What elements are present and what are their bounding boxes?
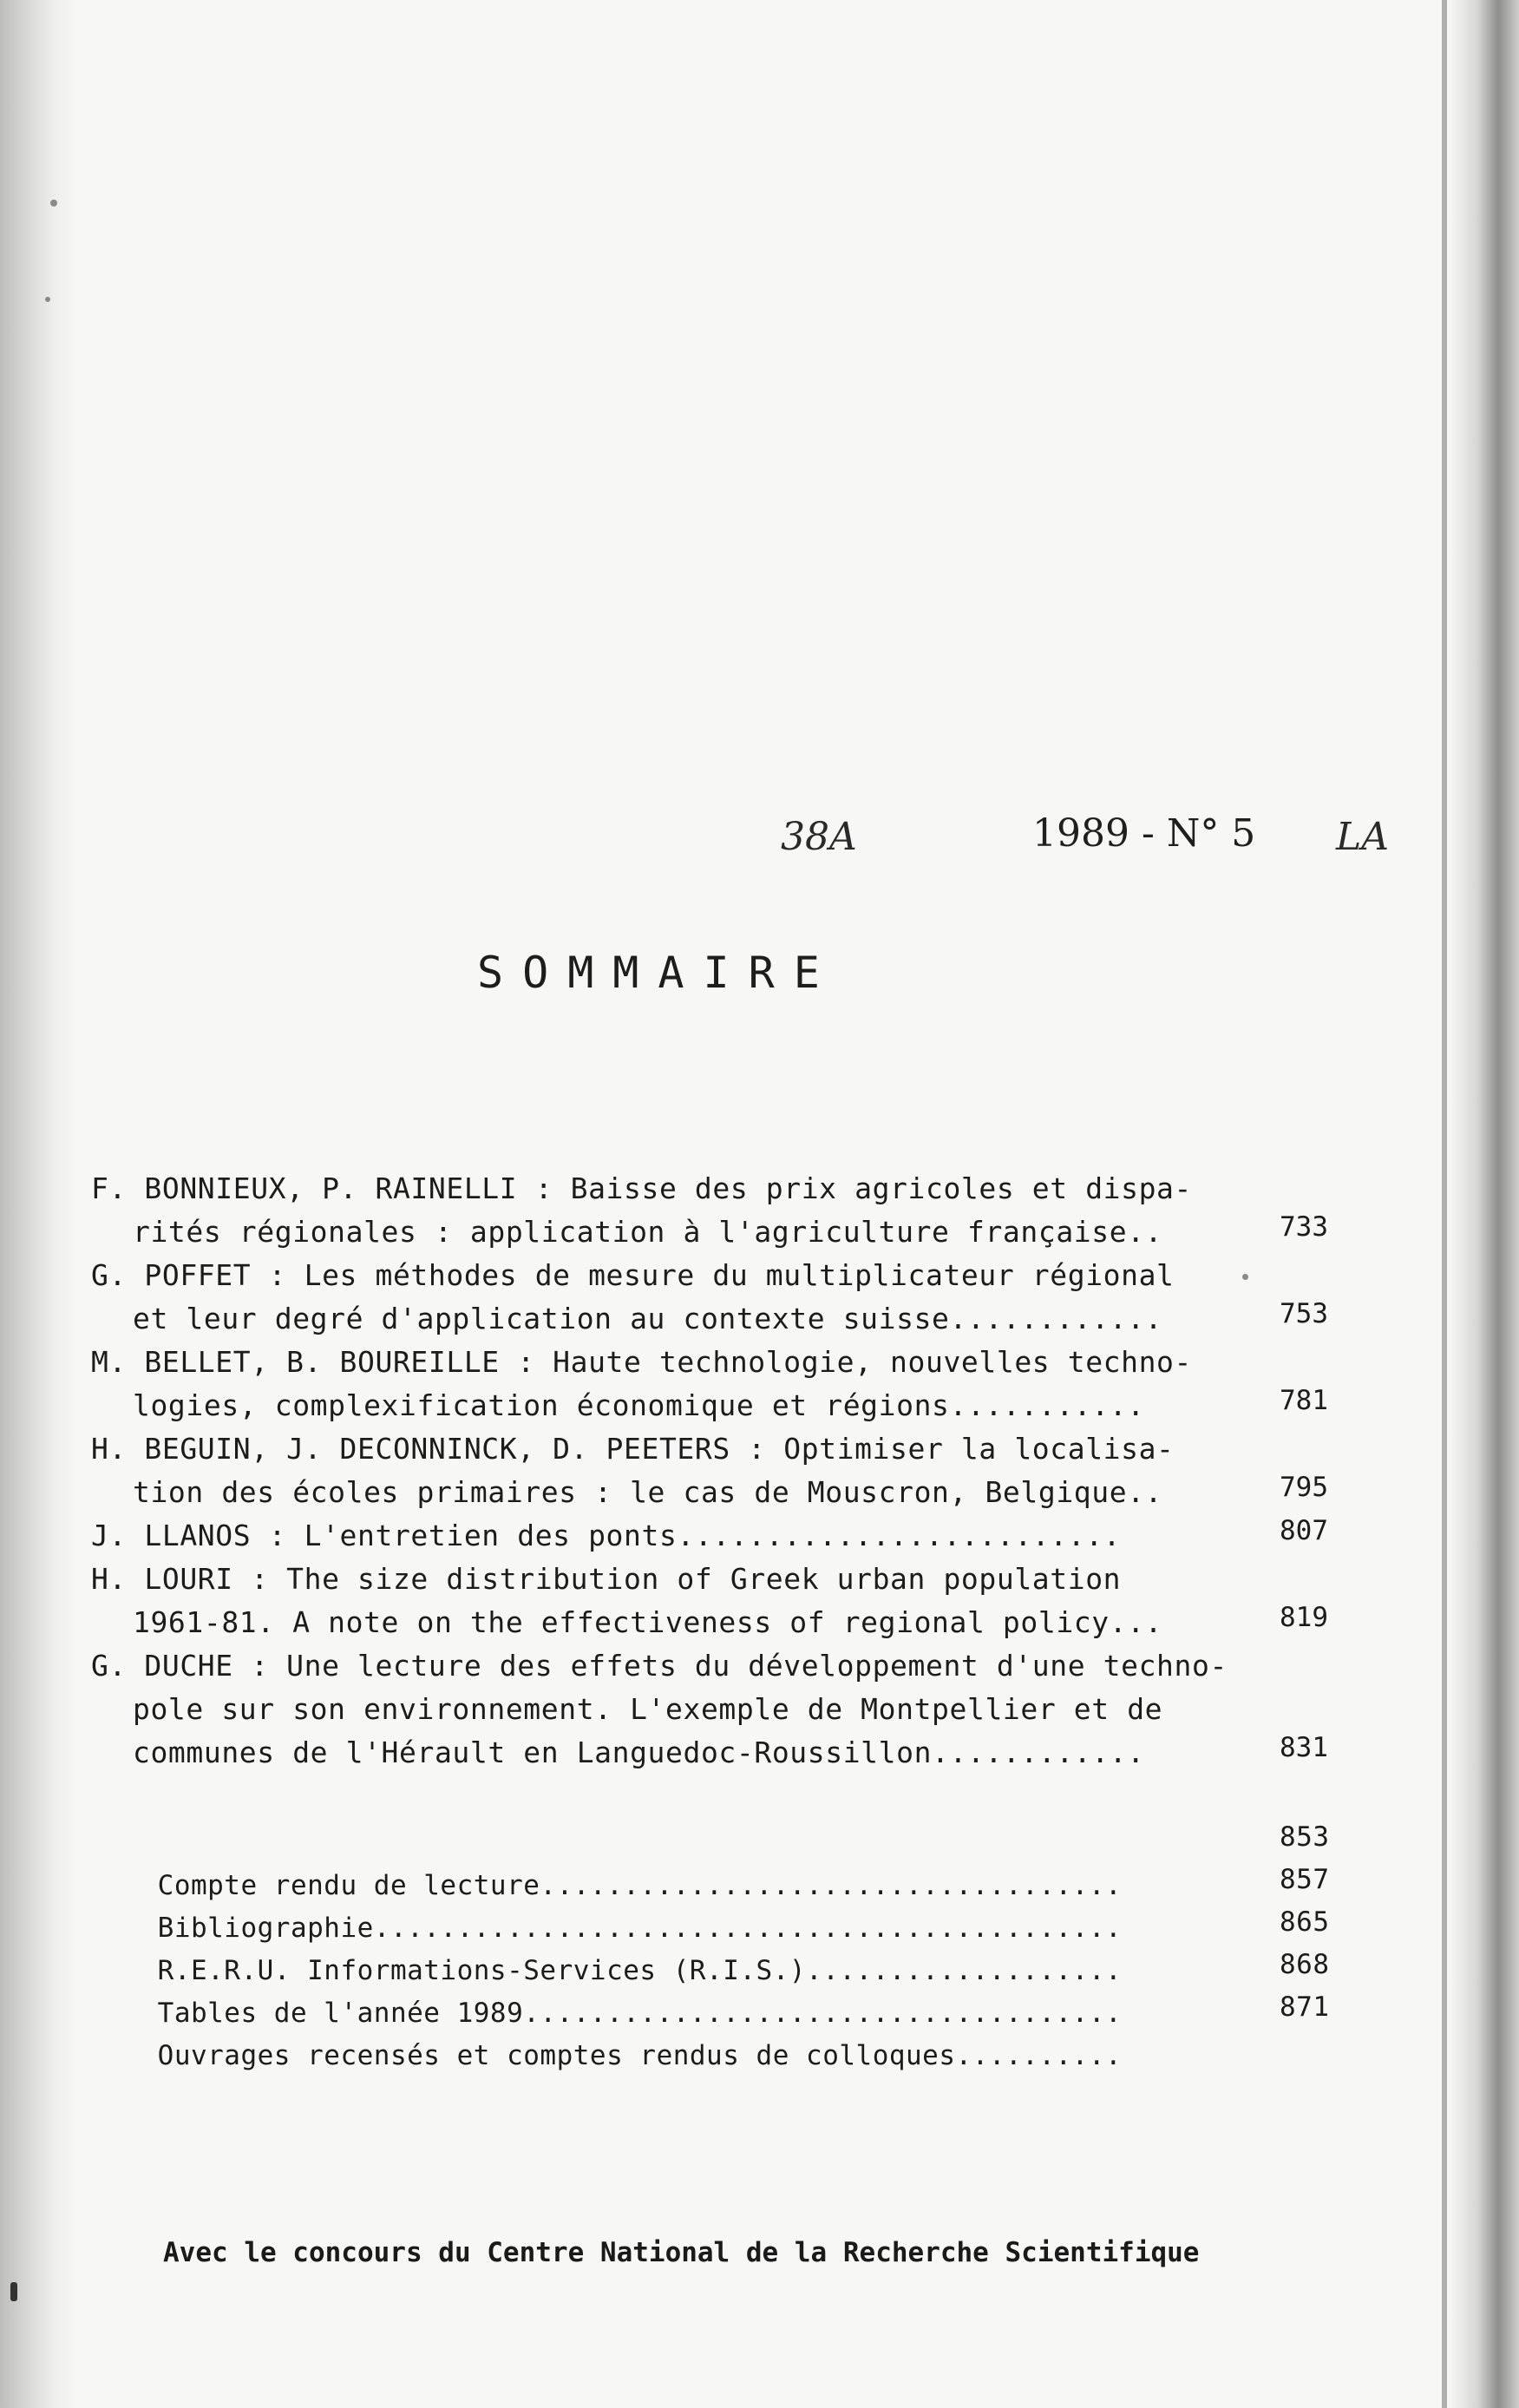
handwritten-annotation-right: LA <box>1336 815 1389 859</box>
toc-entry <box>91 1644 1340 1775</box>
toc-entry <box>91 1427 1340 1514</box>
handwritten-annotation-left: 38A <box>781 815 857 859</box>
toc-entry-line: J. LLANOS : L'entretien des ponts......................... <box>91 1519 1122 1552</box>
toc-entry-line: logies, complexification économique et régions........... <box>133 1388 1145 1422</box>
section-gap <box>91 1775 1340 1822</box>
toc-page-number: 807 <box>1280 1515 1328 1546</box>
toc-entry <box>91 1167 1340 1254</box>
toc-entry-line: communes de l'Hérault en Languedoc-Roussillon............ <box>133 1735 1145 1769</box>
toc-page-number: 753 <box>1280 1298 1328 1329</box>
toc-entry <box>91 1254 1340 1341</box>
toc-misc-label: Tables de l'année 1989.................................... <box>157 1998 1123 2029</box>
toc-entry-line: G. POFFET : Les méthodes de mesure du multiplicateur régional <box>91 1258 1175 1292</box>
toc-page-number: 857 <box>1280 1864 1330 1895</box>
toc-misc-label: Compte rendu de lecture................................... <box>157 1870 1123 1901</box>
toc-entry-line: M. BELLET, B. BOUREILLE : Haute technologie, nouvelles techno- <box>91 1345 1192 1379</box>
toc-entry-line: H. LOURI : The size distribution of Greek urban population <box>91 1562 1122 1596</box>
toc-misc-label: Bibliographie............................................. <box>157 1913 1123 1944</box>
toc-entry <box>91 1558 1340 1644</box>
toc-entry-line: pole sur son environnement. L'exemple de Montpellier et de <box>133 1692 1163 1726</box>
scan-page-border <box>1442 0 1447 2408</box>
scan-left-shadow <box>0 0 78 2408</box>
toc-entry-line: 1961-81. A note on the effectiveness of regional policy... <box>133 1605 1163 1639</box>
toc-page-number: 733 <box>1280 1211 1328 1243</box>
page-title: SOMMAIRE <box>477 948 839 998</box>
toc-entry-line: G. DUCHE : Une lecture des effets du développement d'une techno- <box>91 1649 1228 1683</box>
toc-entry-line: rités régionales : application à l'agriculture française.. <box>133 1215 1163 1249</box>
toc-entry-line: H. BEGUIN, J. DECONNINCK, D. PEETERS : Optimiser la localisa- <box>91 1432 1175 1466</box>
toc-page-number: 819 <box>1280 1602 1328 1633</box>
scan-speck <box>45 297 50 302</box>
toc-entry-line: F. BONNIEUX, P. RAINELLI : Baisse des prix agricoles et dispa- <box>91 1171 1192 1205</box>
scan-speck <box>10 2282 17 2301</box>
toc-entry <box>91 1341 1340 1427</box>
toc-entry <box>91 1514 1340 1558</box>
scan-right-edge <box>1450 0 1519 2408</box>
scan-speck <box>50 200 57 207</box>
toc-misc-label: R.E.R.U. Informations-Services (R.I.S.)................... <box>157 1955 1123 1986</box>
toc-misc-entry <box>91 1991 1340 2071</box>
table-of-contents <box>91 1167 1340 2071</box>
toc-page-number: 853 <box>1280 1821 1330 1853</box>
toc-page-number: 795 <box>1280 1472 1328 1503</box>
toc-entry-line: tion des écoles primaires : le cas de Mouscron, Belgique.. <box>133 1475 1163 1509</box>
toc-page-number: 781 <box>1280 1385 1328 1416</box>
toc-page-number: 865 <box>1280 1906 1330 1938</box>
toc-page-number: 871 <box>1280 1991 1330 2023</box>
toc-page-number: 831 <box>1280 1732 1328 1763</box>
footer-credit: Avec le concours du Centre National de la Recherche Scientifique <box>163 2237 1200 2268</box>
toc-page-number: 868 <box>1280 1949 1330 1980</box>
issue-number: 1989 - N° 5 <box>1032 811 1256 856</box>
toc-entry-line: et leur degré d'application au contexte suisse............ <box>133 1302 1163 1335</box>
toc-misc-label: Ouvrages recensés et comptes rendus de colloques.......... <box>157 2040 1123 2071</box>
issue-header <box>781 811 1440 872</box>
